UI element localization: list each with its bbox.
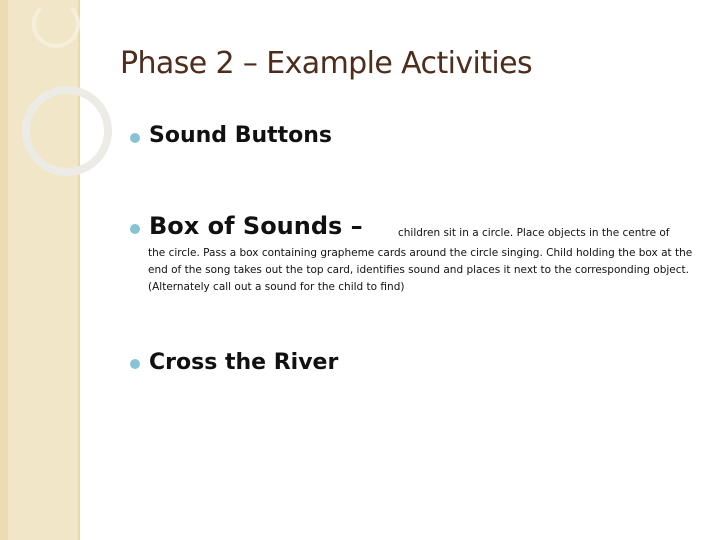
bullet-icon: [130, 133, 140, 143]
decorative-ring-top: [32, 0, 80, 48]
bullet-icon: [130, 224, 140, 234]
item-heading-sound-buttons: Sound Buttons: [149, 123, 333, 148]
bullet-icon: [130, 359, 140, 369]
item-description: the circle. Pass a box containing grapheme cards around the circle singing. Child holding the box at the end of the song takes out the top card, identifies sound and places it next to the corresponding object. (Alternately call out a sound for the child to find): [148, 247, 693, 293]
item-heading-box-of-sounds: Box of Sounds –: [149, 212, 363, 240]
decorative-side-panel: [0, 0, 80, 540]
slide-title: Phase 2 – Example Activities: [120, 46, 533, 81]
side-panel-strip: [0, 0, 8, 540]
item-heading-cross-the-river: Cross the River: [149, 350, 339, 375]
decorative-ring: [22, 86, 112, 176]
item-description-first-line: children sit in a circle. Place objects in the centre of: [398, 227, 670, 239]
